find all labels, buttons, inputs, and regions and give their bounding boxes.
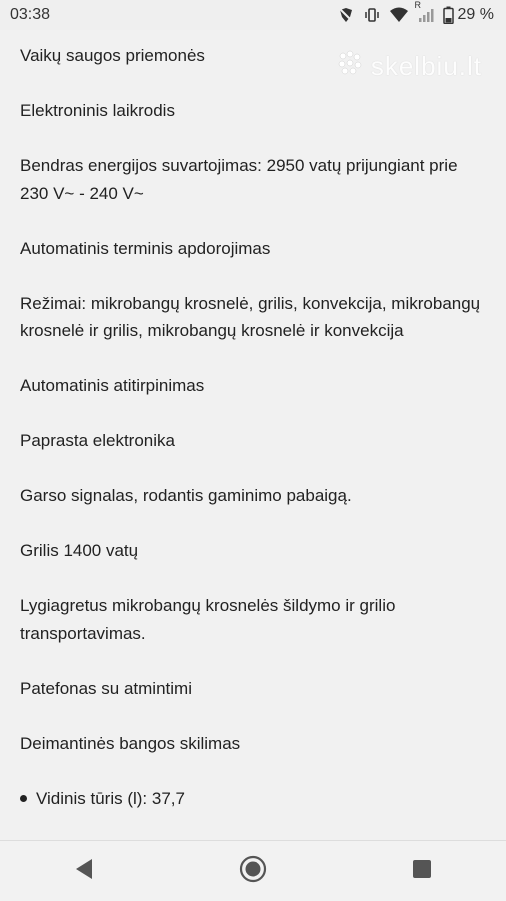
- spec-item: Automatinis atitirpinimas: [20, 376, 205, 395]
- spec-item: Grilis 1400 vatų: [20, 541, 139, 560]
- spec-list: [20, 42, 490, 812]
- wifi-icon: [389, 7, 409, 23]
- spec-item: Režimai: mikrobangų krosnelė, grilis, konvekcija, mikrobangų krosnelė ir grilis, mikrobangų krosnelė ir konvekcija: [20, 293, 481, 340]
- battery-percent: 29 %: [457, 6, 494, 23]
- bullet-list-item: [20, 785, 490, 813]
- home-circle-icon: [239, 855, 267, 888]
- bullet-text: Vidinis tūris (l): 37,7: [36, 788, 185, 808]
- notification-icon: [337, 6, 355, 24]
- battery-icon: [443, 6, 454, 24]
- page-content[interactable]: [0, 30, 506, 840]
- spec-item: Garso signalas, rodantis gaminimo pabaigą.: [20, 486, 352, 505]
- recents-button[interactable]: [392, 846, 452, 896]
- roaming-indicator: R: [414, 0, 422, 10]
- spec-item: Deimantinės bangos skilimas: [20, 733, 241, 753]
- bullet-dot-icon: [20, 795, 27, 802]
- spec-item: Vaikų saugos priemonės: [20, 46, 205, 65]
- navigation-bar: [0, 840, 506, 901]
- spec-item: Paprasta elektronika: [20, 431, 175, 450]
- battery: [443, 6, 494, 24]
- back-triangle-icon: [74, 858, 94, 885]
- back-button[interactable]: [54, 846, 114, 896]
- status-bar: [0, 0, 506, 30]
- spec-item: Lygiagretus mikrobangų krosnelės šildymo ir grilio transportavimas.: [20, 596, 396, 643]
- watermark-text: skelbiu.lt: [370, 51, 482, 81]
- spec-item: Automatinis terminis apdorojimas: [20, 238, 271, 258]
- spec-item: Bendras energijos suvartojimas: 2950 vatų prijungiant prie 230 V~ - 240 V~: [20, 156, 458, 203]
- vibrate-icon: [363, 6, 381, 24]
- recents-square-icon: [412, 859, 432, 884]
- signal-icon: [414, 0, 435, 24]
- status-icons: [337, 0, 494, 24]
- status-time: 03:38: [10, 6, 51, 23]
- spec-item: Patefonas su atmintimi: [20, 678, 192, 698]
- spec-item: Elektroninis laikrodis: [20, 101, 175, 120]
- home-button[interactable]: [223, 846, 283, 896]
